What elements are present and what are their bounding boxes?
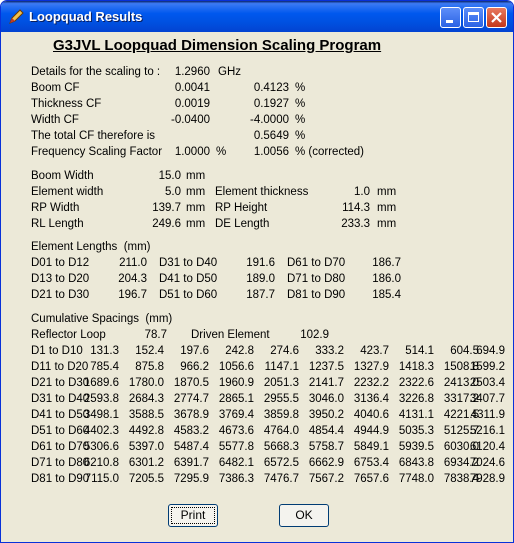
- spacing-value: 2774.7: [173, 393, 209, 405]
- spacing-value: 1056.6: [218, 361, 254, 373]
- reflector-loop-value: 78.7: [144, 329, 167, 341]
- reflector-loop-label: Reflector Loop: [31, 329, 106, 341]
- spacing-value: 2141.7: [308, 377, 344, 389]
- spacing-row-label: D71 to D80: [31, 457, 90, 469]
- spacing-value: 1689.6: [83, 377, 119, 389]
- spacing-value: 5758.7: [308, 441, 344, 453]
- boom-width-value: 15.0: [158, 170, 181, 182]
- spacing-value: 7748.0: [398, 473, 434, 485]
- spacing-value: 785.4: [90, 361, 119, 373]
- thickness-cf-value2: 0.1927: [253, 98, 289, 110]
- spacing-value: 2865.1: [218, 393, 254, 405]
- rp-width-unit: mm: [186, 202, 206, 214]
- spacing-value: 7205.5: [128, 473, 164, 485]
- spacing-value: 242.8: [225, 345, 254, 357]
- spacing-value: 3317.2: [443, 393, 479, 405]
- element-width-label: Element width: [31, 186, 104, 198]
- spacing-value: 3678.9: [173, 409, 209, 421]
- spacing-value: 4583.2: [173, 425, 209, 437]
- spacing-value: 6572.5: [263, 457, 299, 469]
- spacing-value: 7024.6: [469, 457, 505, 469]
- total-cf-value: 0.5649: [253, 130, 289, 142]
- spacing-value: 5849.1: [353, 441, 389, 453]
- spacing-value: 6482.1: [218, 457, 254, 469]
- spacing-value: 6301.2: [128, 457, 164, 469]
- ok-button[interactable]: [279, 504, 329, 527]
- spacing-value: 333.2: [315, 345, 344, 357]
- spacing-value: 3950.2: [308, 409, 344, 421]
- spacing-value: 197.6: [180, 345, 209, 357]
- spacing-row-label: D1 to D10: [31, 345, 83, 357]
- spacing-value: 4854.4: [308, 425, 344, 437]
- spacing-value: 2413.0: [443, 377, 479, 389]
- total-cf-unit: %: [295, 130, 306, 142]
- details-value: 1.2960: [174, 66, 210, 78]
- element-length-value: 187.7: [246, 289, 275, 301]
- spacing-value: 1870.5: [173, 377, 209, 389]
- spacing-value: 4402.3: [83, 425, 119, 437]
- spacing-value: 7838.4: [443, 473, 479, 485]
- boom-width-label: Boom Width: [31, 170, 94, 182]
- fsf-unit1: %: [216, 146, 227, 158]
- total-cf-label: The total CF therefore is: [31, 130, 155, 142]
- spacing-row-label: D11 to D20: [31, 361, 89, 373]
- spacing-value: 7476.7: [263, 473, 299, 485]
- spacing-value: 423.7: [360, 345, 389, 357]
- spacing-value: 7657.6: [353, 473, 389, 485]
- element-length-value: 191.6: [246, 257, 275, 269]
- minimize-icon: [441, 8, 460, 27]
- spacing-value: 5125.7: [443, 425, 479, 437]
- element-width-unit: mm: [186, 186, 206, 198]
- width-cf-value2: -4.0000: [249, 114, 289, 126]
- maximize-icon: [464, 8, 483, 27]
- width-cf-label: Width CF: [31, 114, 79, 126]
- spacing-value: 6753.4: [353, 457, 389, 469]
- spacing-value: 5939.5: [398, 441, 434, 453]
- close-button[interactable]: [486, 7, 507, 28]
- thickness-cf-value1: 0.0019: [174, 98, 210, 110]
- spacing-row-label: D41 to D50: [31, 409, 90, 421]
- minimize-button[interactable]: [440, 7, 461, 28]
- spacing-value: 4673.6: [218, 425, 254, 437]
- spacing-value: 5577.8: [218, 441, 254, 453]
- element-length-label: D71 to D80: [287, 273, 346, 285]
- spacing-value: 131.3: [90, 345, 119, 357]
- element-length-label: D51 to D60: [159, 289, 218, 301]
- spacing-value: 1599.2: [469, 361, 505, 373]
- element-length-value: 211.0: [119, 257, 147, 269]
- element-lengths-title: Element Lengths (mm): [31, 241, 151, 253]
- thickness-cf-label: Thickness CF: [31, 98, 102, 110]
- element-length-label: D81 to D90: [287, 289, 346, 301]
- rl-length-value: 249.6: [152, 218, 181, 230]
- boom-cf-unit: %: [295, 82, 306, 94]
- spacing-value: 4944.9: [353, 425, 389, 437]
- spacing-value: 5397.0: [128, 441, 164, 453]
- spacing-value: 6934.2: [443, 457, 479, 469]
- spacing-value: 4131.1: [398, 409, 434, 421]
- spacing-value: 6120.4: [469, 441, 505, 453]
- boom-cf-value2: 0.4123: [253, 82, 289, 94]
- ok-button-label: OK: [295, 508, 313, 522]
- spacing-value: 3226.8: [398, 393, 434, 405]
- spacing-value: 2232.2: [353, 377, 389, 389]
- close-icon: [487, 8, 506, 27]
- rl-length-unit: mm: [186, 218, 206, 230]
- element-length-value: 186.7: [372, 257, 401, 269]
- boom-cf-value1: 0.0041: [174, 82, 210, 94]
- spacing-value: 2684.3: [128, 393, 164, 405]
- rp-height-unit: mm: [377, 202, 397, 214]
- maximize-button[interactable]: [463, 7, 484, 28]
- window-title: Loopquad Results: [29, 9, 143, 24]
- spacing-value: 5035.3: [398, 425, 434, 437]
- spacing-value: 514.1: [405, 345, 434, 357]
- element-length-value: 185.4: [372, 289, 401, 301]
- element-length-value: 186.0: [372, 273, 401, 285]
- de-length-label: DE Length: [215, 218, 270, 230]
- spacing-value: 2955.5: [263, 393, 299, 405]
- spacing-value: 6210.8: [83, 457, 119, 469]
- boom-width-unit: mm: [186, 170, 206, 182]
- spacing-value: 3407.7: [469, 393, 505, 405]
- spacing-value: 7115.0: [84, 473, 119, 485]
- rp-height-value: 114.3: [342, 202, 370, 214]
- spacing-value: 604.5: [450, 345, 479, 357]
- element-thickness-value: 1.0: [354, 186, 370, 198]
- spacing-value: 1418.3: [398, 361, 434, 373]
- rp-height-label: RP Height: [215, 202, 268, 214]
- spacing-value: 7567.2: [308, 473, 344, 485]
- details-label: Details for the scaling to :: [31, 66, 161, 78]
- spacing-value: 2503.4: [469, 377, 505, 389]
- spacing-value: 3859.8: [263, 409, 299, 421]
- spacing-row-label: D31 to D40: [31, 393, 90, 405]
- rp-width-value: 139.7: [152, 202, 181, 214]
- spacing-value: 1780.0: [128, 377, 164, 389]
- spacing-value: 4764.0: [263, 425, 299, 437]
- spacing-value: 7928.9: [469, 473, 505, 485]
- rp-width-label: RP Width: [31, 202, 80, 214]
- element-thickness-unit: mm: [377, 186, 397, 198]
- spacing-value: 6030.0: [443, 441, 479, 453]
- de-length-value: 233.3: [341, 218, 370, 230]
- spacing-value: 5306.6: [83, 441, 119, 453]
- title-bar[interactable]: [1, 1, 513, 32]
- spacing-value: 4311.9: [470, 409, 505, 421]
- spacing-value: 5487.4: [173, 441, 209, 453]
- print-button-label: Print: [180, 508, 206, 522]
- element-length-label: D41 to D50: [159, 273, 218, 285]
- width-cf-value1: -0.0400: [170, 114, 210, 126]
- print-button[interactable]: [168, 504, 218, 527]
- spacing-value: 4040.6: [353, 409, 389, 421]
- spacing-value: 694.9: [476, 345, 505, 357]
- spacing-value: 6843.8: [398, 457, 434, 469]
- spacing-value: 3588.5: [128, 409, 164, 421]
- spacing-value: 875.8: [135, 361, 164, 373]
- fsf-value2: 1.0056: [253, 146, 289, 158]
- thickness-cf-unit: %: [295, 98, 306, 110]
- pen-icon[interactable]: [8, 9, 24, 25]
- rl-length-label: RL Length: [31, 218, 84, 230]
- element-length-label: D21 to D30: [31, 289, 90, 301]
- client-area: [5, 32, 509, 538]
- spacing-value: 6662.9: [308, 457, 344, 469]
- element-length-label: D13 to D20: [31, 273, 90, 285]
- spacing-value: 6391.7: [173, 457, 209, 469]
- spacing-value: 5216.1: [469, 425, 505, 437]
- spacing-row-label: D61 to D70: [31, 441, 90, 453]
- spacing-value: 4221.5: [443, 409, 479, 421]
- spacing-value: 152.4: [135, 345, 164, 357]
- boom-cf-label: Boom CF: [31, 82, 80, 94]
- spacing-row-label: D51 to D60: [31, 425, 90, 437]
- element-length-value: 189.0: [246, 273, 275, 285]
- element-length-label: D61 to D70: [287, 257, 346, 269]
- spacing-value: 3498.1: [83, 409, 119, 421]
- spacing-row-label: D81 to D90: [31, 473, 90, 485]
- fsf-label: Frequency Scaling Factor: [31, 146, 163, 158]
- spacing-value: 1960.9: [218, 377, 254, 389]
- element-width-value: 5.0: [165, 186, 181, 198]
- spacing-value: 2322.6: [398, 377, 434, 389]
- spacing-value: 966.2: [180, 361, 209, 373]
- fsf-value1: 1.0000: [174, 146, 210, 158]
- spacing-value: 274.6: [270, 345, 299, 357]
- spacing-value: 3769.4: [218, 409, 254, 421]
- driven-element-label: Driven Element: [191, 329, 270, 341]
- spacing-value: 7295.9: [173, 473, 209, 485]
- spacing-value: 3046.0: [308, 393, 344, 405]
- spacing-value: 7386.3: [218, 473, 254, 485]
- spacing-value: 4492.8: [128, 425, 164, 437]
- element-thickness-label: Element thickness: [215, 186, 309, 198]
- spacing-value: 1327.9: [353, 361, 389, 373]
- de-length-unit: mm: [377, 218, 397, 230]
- details-unit: GHz: [218, 66, 241, 78]
- driven-element-value: 102.9: [300, 329, 329, 341]
- spacing-value: 1237.5: [308, 361, 344, 373]
- element-length-value: 196.7: [118, 289, 147, 301]
- fsf-unit2: % (corrected): [295, 146, 365, 158]
- spacing-value: 2051.3: [263, 377, 299, 389]
- element-length-label: D31 to D40: [159, 257, 218, 269]
- element-length-value: 204.3: [118, 273, 147, 285]
- spacing-value: 3136.4: [353, 393, 389, 405]
- element-length-label: D01 to D12: [31, 257, 90, 269]
- width-cf-unit: %: [295, 114, 306, 126]
- spacing-value: 1147.1: [264, 361, 299, 373]
- spacings-title: Cumulative Spacings (mm): [31, 313, 173, 325]
- spacing-value: 1508.8: [443, 361, 479, 373]
- spacing-value: 2593.8: [83, 393, 119, 405]
- spacing-row-label: D21 to D30: [31, 377, 90, 389]
- spacing-value: 5668.3: [263, 441, 299, 453]
- program-heading: G3JVL Loopquad Dimension Scaling Program: [53, 37, 382, 54]
